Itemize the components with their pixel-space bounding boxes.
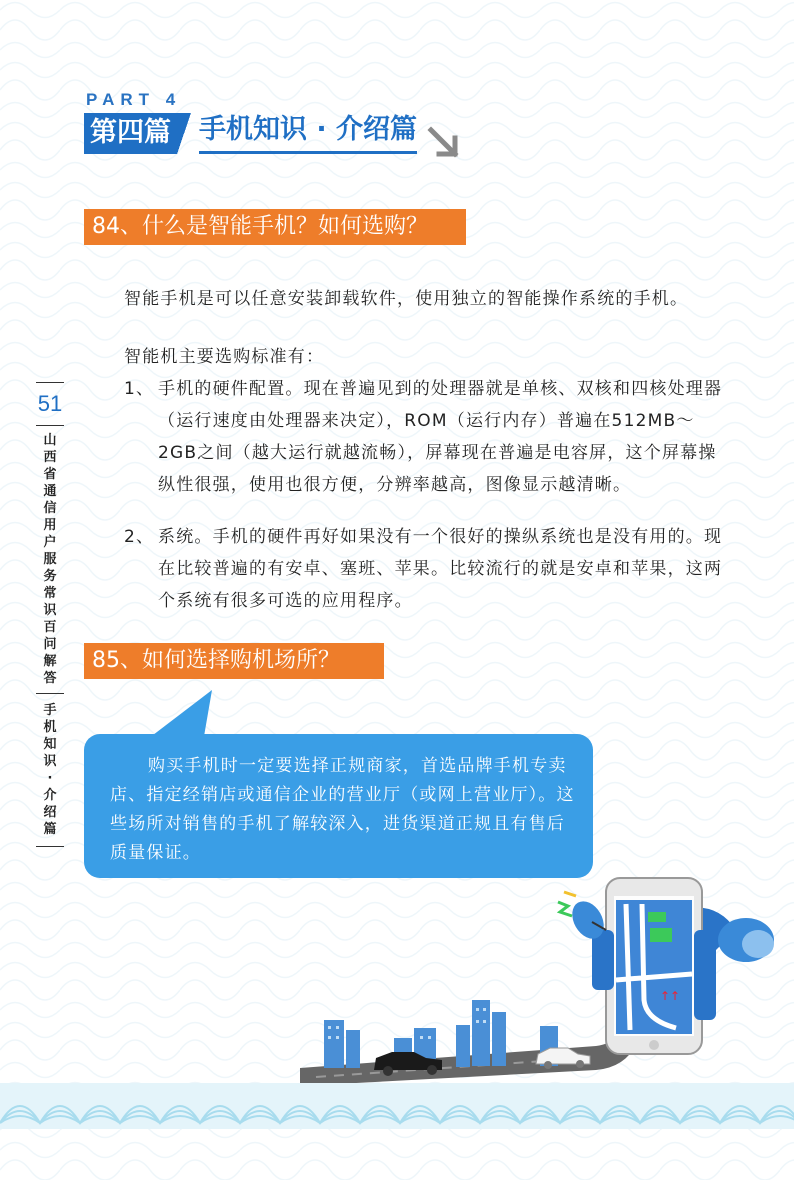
part-label: PART 4 — [86, 90, 182, 109]
list-item-number: 1、 — [124, 379, 155, 399]
paragraph: 智能手机是可以任意安装卸载软件，使用独立的智能操作系统的手机。 — [124, 289, 689, 309]
paragraph: 智能机主要选购标准有： — [124, 347, 325, 367]
list-item-text: 系统。手机的硬件再好如果没有一个很好的操纵系统也是没有用的。现在比较普遍的有安卓、塞班、苹果。比较流行的就是安卓和苹果，这两个系统有很多可选的应用程序。 — [158, 527, 723, 611]
list-item-text: 手机的硬件配置。现在普遍见到的处理器就是单核、双核和四核处理器（运行速度由处理器来决定），ROM（运行内存）普遍在512MB～2GB之间（越大运行就越流畅），屏幕现在普遍是电容屏，这个屏幕操纵性很强，使用也很方便，分辨率越高，图像显示越清晰。 — [158, 379, 723, 495]
question-85-heading: 85、如何选择购机场所？ — [84, 643, 384, 679]
arrow-down-right-icon — [427, 126, 461, 160]
sidebar-rule — [36, 382, 64, 383]
book-title: 山西省通信用户服务常识百问解答 — [43, 433, 57, 686]
chapter-slant-decor — [177, 113, 191, 154]
speech-bubble — [84, 690, 604, 890]
footer-pattern — [0, 1083, 794, 1129]
svg-text:↑↑: ↑↑ — [660, 989, 681, 1003]
sidebar-rule — [36, 693, 64, 694]
sidebar-rule — [36, 846, 64, 847]
list-item — [124, 373, 724, 501]
page-number: 51 — [37, 391, 63, 416]
phone-navigation-illustration — [296, 870, 794, 1100]
chapter-title — [84, 108, 461, 154]
chapter-number: 第四篇 — [84, 113, 177, 154]
chapter-title-text: 手机知识 · 介绍篇 — [199, 112, 417, 154]
list-item-number: 2、 — [124, 527, 155, 547]
list-item — [124, 521, 724, 617]
section-title: 手机知识·介绍篇 — [43, 703, 57, 837]
question-84-heading: 84、什么是智能手机？如何选购？ — [84, 209, 466, 245]
sidebar — [36, 382, 64, 847]
speech-bubble-text: 购买手机时一定要选择正规商家，首选品牌手机专卖店、指定经销店或通信企业的营业厅（或网上营业厅）。这些场所对销售的手机了解较深入，进货渠道正规且有售后质量保证。 — [110, 756, 575, 863]
sidebar-rule — [36, 425, 64, 426]
